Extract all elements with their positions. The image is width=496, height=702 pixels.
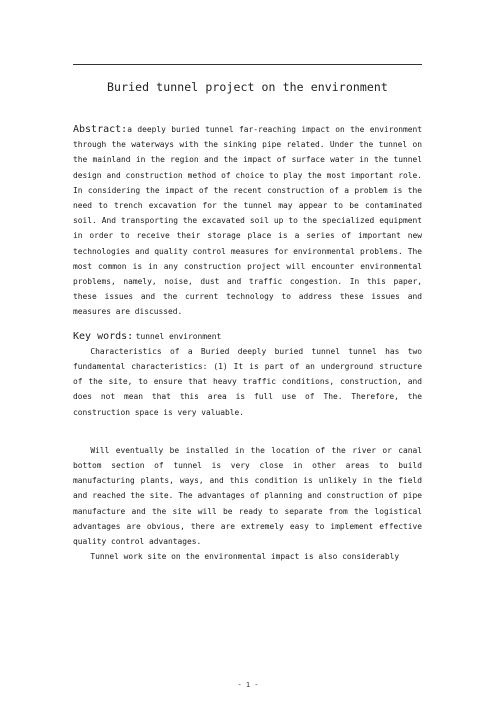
keywords-text: tunnel environment xyxy=(135,331,222,341)
document-body xyxy=(73,122,422,564)
page-number: - 1 - xyxy=(237,681,259,689)
body-paragraph-2: Will eventually be installed in the location of the river or canal bottom section of tunnel is very close in other areas to build manufacturing plants, ways, and this condition is unlikely in the field and reached the site. The advantages of planning and construction of pipe manufacture and the site will be ready to separate from the logistical advantages are obvious, there are extremely easy to implement effective quality control advantages. xyxy=(73,445,422,547)
document-title: Buried tunnel project on the environment xyxy=(107,80,388,94)
header-rule xyxy=(73,64,422,65)
keywords-label: Key words: xyxy=(73,330,134,342)
abstract-label: Abstract: xyxy=(73,124,128,135)
abstract-paragraph xyxy=(73,122,422,320)
keywords-paragraph xyxy=(73,329,422,344)
body-paragraph-3: Tunnel work site on the environmental impact is also considerably xyxy=(90,552,400,562)
abstract-text: a deeply buried tunnel far-reaching impact on the environment through the waterways with the sinking pipe related. Under the tunnel on the mainland in the region and the impact of surface water in the tunnel design and construction method of choice to play the most important role. In considering the impact of the recent construction of a problem is the need to trench excavation for the tunnel may appear to be contaminated soil. And transporting the excavated soil up to the specialized equipment in order to receive their storage place is a series of important new technologies and quality control measures for environmental problems. The most common is in any construction project will encounter environmental problems, namely, noise, dust and traffic congestion. In this paper, these issues and the current technology to address these issues and measures are discussed. xyxy=(73,125,422,317)
body-paragraph-1: Characteristics of a Buried deeply buried tunnel tunnel has two fundamental characteristics: (1) It is part of an underground structure of the site, to ensure that heavy traffic conditions, construction, and does not mean that this area is full use of The. Therefore, the construction space is very valuable. xyxy=(73,346,422,417)
